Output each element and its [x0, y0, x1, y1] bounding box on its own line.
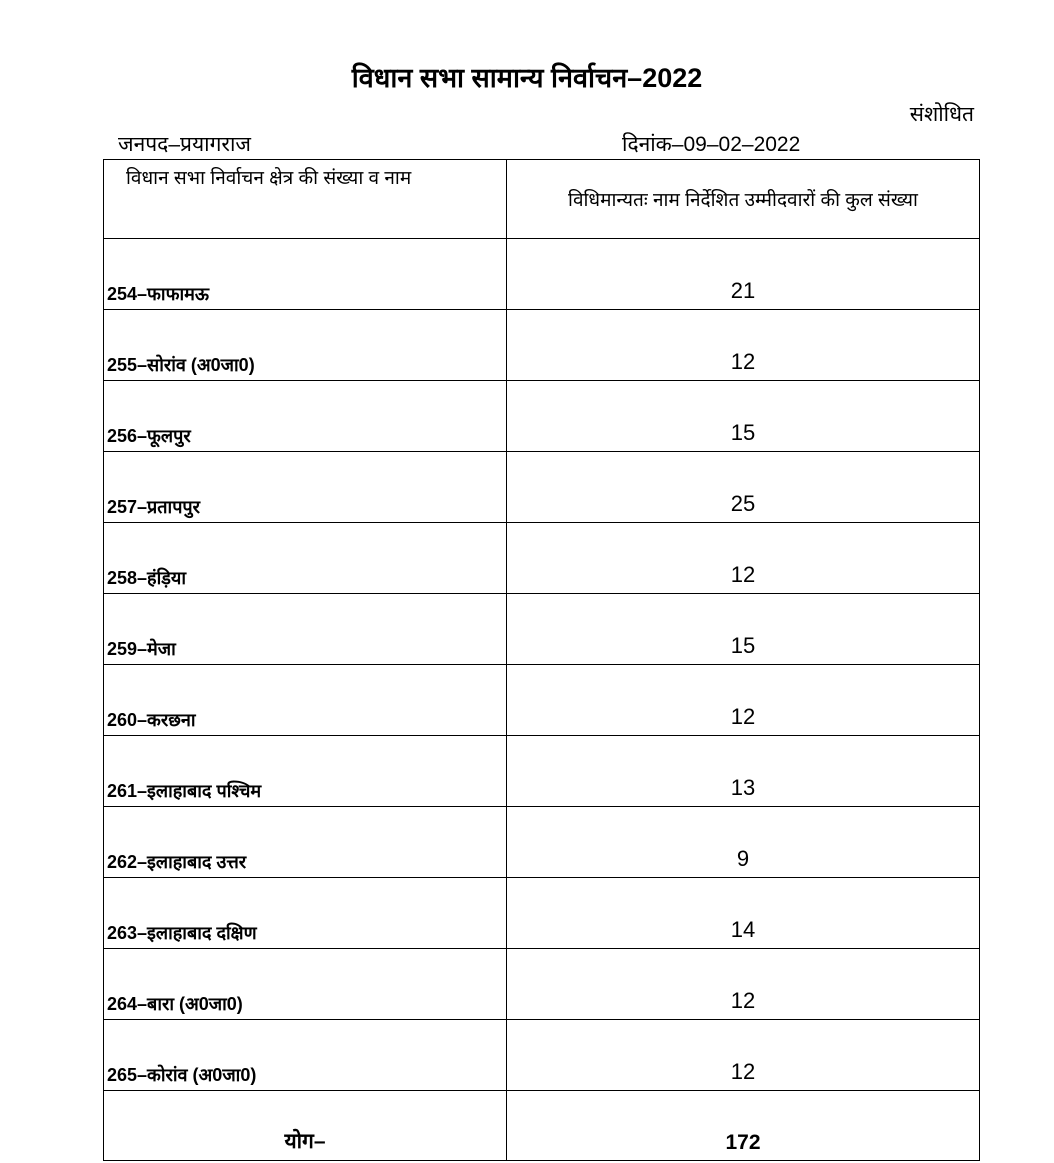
constituency-name: 263–इलाहाबाद दक्षिण: [104, 878, 507, 949]
candidate-count: 12: [507, 310, 980, 381]
amended-label: संशोधित: [909, 103, 974, 126]
constituency-name: 254–फाफामऊ: [104, 239, 507, 310]
constituency-name: 261–इलाहाबाद पश्चिम: [104, 736, 507, 807]
candidate-count: 14: [507, 878, 980, 949]
table-row: [104, 1020, 980, 1091]
document-title: विधान सभा सामान्य निर्वाचन–2022: [351, 63, 703, 93]
constituency-name: 260–करछना: [104, 665, 507, 736]
constituency-name: 262–इलाहाबाद उत्तर: [104, 807, 507, 878]
candidate-count: 21: [507, 239, 980, 310]
constituency-name: 257–प्रतापपुर: [104, 452, 507, 523]
candidate-count: 12: [507, 1020, 980, 1091]
candidate-count: 13: [507, 736, 980, 807]
table-row: [104, 949, 980, 1020]
constituency-name: 264–बारा (अ0जा0): [104, 949, 507, 1020]
candidate-count: 15: [507, 381, 980, 452]
table-row: [104, 239, 980, 310]
date-label: दिनांक–09–02–2022: [622, 133, 801, 156]
constituency-name: 255–सोरांव (अ0जा0): [104, 310, 507, 381]
column-header-constituency: विधान सभा निर्वाचन क्षेत्र की संख्या व नाम: [104, 160, 507, 239]
candidate-count: 9: [507, 807, 980, 878]
table-row: [104, 310, 980, 381]
candidate-count: 12: [507, 523, 980, 594]
candidates-table: [103, 159, 980, 1161]
total-label: योग–: [104, 1091, 507, 1161]
table-row: [104, 381, 980, 452]
candidate-count: 25: [507, 452, 980, 523]
table-row: [104, 665, 980, 736]
table-row: [104, 452, 980, 523]
total-value: 172: [507, 1091, 980, 1161]
table-header-row: [104, 160, 980, 239]
column-header-candidate-count: विधिमान्यतः नाम निर्देशित उम्मीदवारों की कुल संख्या: [507, 160, 980, 239]
district-label: जनपद–प्रयागराज: [118, 133, 251, 156]
candidate-count: 12: [507, 949, 980, 1020]
constituency-name: 259–मेजा: [104, 594, 507, 665]
total-row: [104, 1091, 980, 1161]
table-row: [104, 878, 980, 949]
constituency-name: 258–हंड़िया: [104, 523, 507, 594]
table-row: [104, 594, 980, 665]
table-row: [104, 523, 980, 594]
constituency-name: 256–फूलपुर: [104, 381, 507, 452]
table-row: [104, 736, 980, 807]
table-row: [104, 807, 980, 878]
candidate-count: 15: [507, 594, 980, 665]
constituency-name: 265–कोरांव (अ0जा0): [104, 1020, 507, 1091]
candidate-count: 12: [507, 665, 980, 736]
